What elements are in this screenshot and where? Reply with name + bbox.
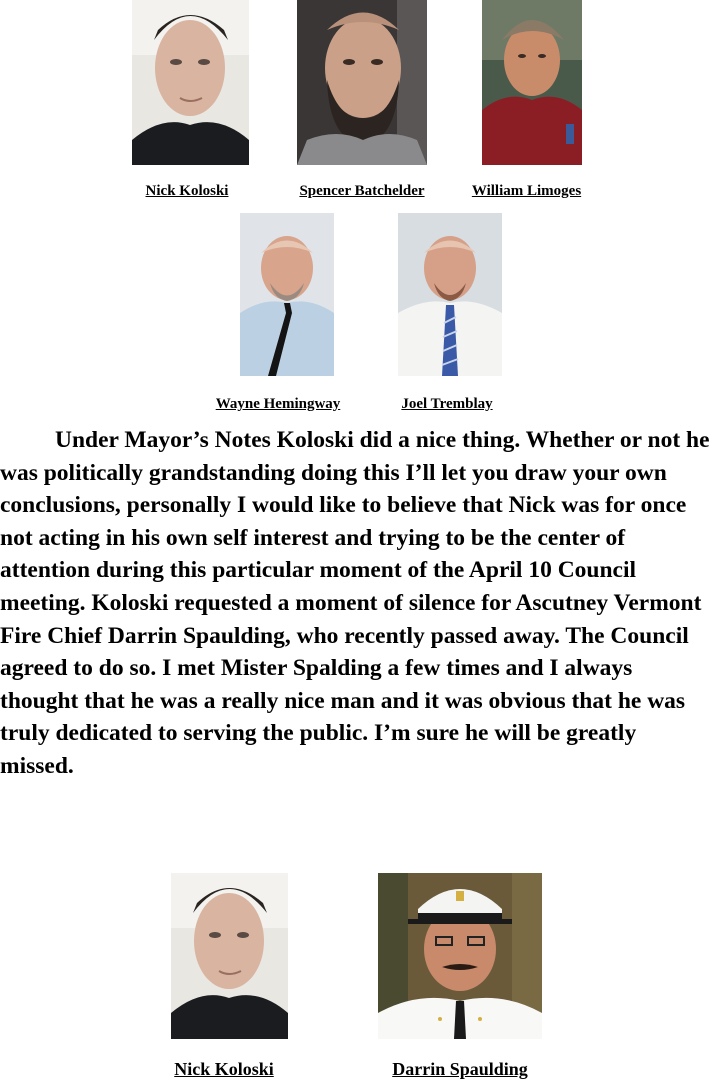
man-portrait-icon: [132, 0, 249, 165]
man-striped-tie-portrait-icon: [398, 213, 502, 376]
joel-tremblay-photo: [398, 213, 502, 376]
caption-joel-tremblay: Joel Tremblay: [401, 396, 493, 412]
wayne-hemingway-photo: [240, 213, 334, 376]
article-body: Under Mayor’s Notes Koloski did a nice thing. Whether or not he was politically grandstanding doing this I’ll let you draw your own conclusions, personally I would like to believe that Nick was for once not acting in his own self interest and trying to be the center of attention during this particular moment of the April 10 Council meeting. Koloski requested a moment of silence for Ascutney Vermont Fire Chief Darrin Spaulding, who recently passed away. The Council agreed to do so. I met Mister Spalding a few times and I always thought that he was a really nice man and it was obvious that he was truly dedicated to serving the public. I’m sure he will be greatly missed.: [0, 427, 710, 779]
man-red-shirt-portrait-icon: [482, 0, 582, 165]
caption-darrin-spaulding: Darrin Spaulding: [392, 1059, 528, 1079]
darrin-spaulding-photo: [378, 873, 542, 1039]
caption-spencer-batchelder: Spencer Batchelder: [299, 183, 425, 199]
caption-wayne-hemingway: Wayne Hemingway: [215, 396, 341, 412]
fire-chief-portrait-icon: [378, 873, 542, 1039]
man-portrait-icon: [171, 873, 288, 1039]
caption-nick-koloski-bottom: Nick Koloski: [174, 1059, 274, 1079]
caption-nick-koloski-top: Nick Koloski: [145, 183, 229, 199]
nick-koloski-bottom-photo: [171, 873, 288, 1039]
man-tie-portrait-icon: [240, 213, 334, 376]
caption-william-limoges: William Limoges: [471, 183, 582, 199]
spencer-batchelder-photo: [297, 0, 427, 165]
bearded-man-portrait-icon: [297, 0, 427, 165]
nick-koloski-photo: [132, 0, 249, 165]
william-limoges-photo: [482, 0, 582, 165]
